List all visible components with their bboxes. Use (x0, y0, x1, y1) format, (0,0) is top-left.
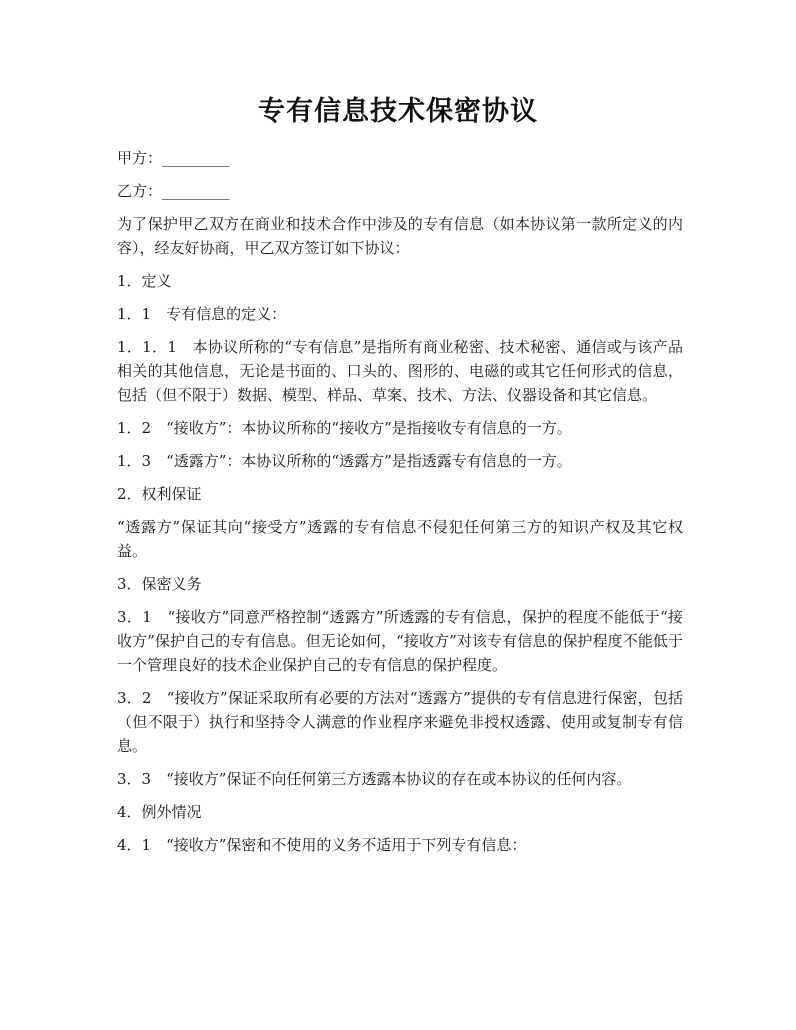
clause-1-3: 1．3 “透露方”：本协议所称的“透露方”是指透露专有信息的一方。 (117, 452, 572, 470)
intro-paragraph: 为了保护甲乙双方在商业和技术合作中涉及的专有信息（如本协议第一款所定义的内容），经友好协商，甲乙双方签订如下协议： (117, 215, 683, 257)
clause-3-1: 3．1 “接收方”同意严格控制“透露方”所透露的专有信息，保护的程度不能低于“接收方”保护自己的专有信息。但无论如何，“接收方”对该专有信息的保护程度不能低于一个管理良好的技术企业保护自己的专有信息的保护程度。 (117, 608, 683, 674)
section-2-heading: 2．权利保证 (117, 485, 202, 503)
section-4-heading: 4．例外情况 (117, 803, 202, 821)
section-3-heading: 3．保密义务 (117, 575, 202, 593)
clause-4-1: 4．1 “接收方”保密和不使用的义务不适用于下列专有信息： (117, 836, 527, 854)
party-a-line: 甲方：_________ (117, 149, 230, 167)
section-1-heading: 1．定义 (117, 272, 172, 290)
party-b-line: 乙方：_________ (117, 182, 230, 200)
clause-1-2: 1．2 “接收方”：本协议所称的“接收方”是指接收专有信息的一方。 (117, 419, 572, 437)
clause-3-3: 3．3 “接收方”保证不向任何第三方透露本协议的存在或本协议的任何内容。 (117, 770, 632, 788)
clause-3-2: 3．2 “接收方”保证采取所有必要的方法对“透露方”提供的专有信息进行保密，包括（但不限于）执行和坚持令人满意的作业程序来避免非授权透露、使用或复制专有信息。 (117, 689, 683, 755)
section-2-text: “透露方”保证其向“接受方”透露的专有信息不侵犯任何第三方的知识产权及其它权益。 (117, 518, 683, 560)
document-body (117, 146, 683, 866)
clause-1-1-1: 1．1．1 本协议所称的“专有信息”是指所有商业秘密、技术秘密、通信或与该产品相关的其他信息，无论是书面的、口头的、图形的、电磁的或其它任何形式的信息，包括（但不限于）数据、模型、样品、草案、技术、方法、仪器设备和其它信息。 (117, 338, 683, 404)
document-title: 专有信息技术保密协议 (258, 96, 538, 127)
clause-1-1: 1．1 专有信息的定义： (117, 305, 287, 323)
